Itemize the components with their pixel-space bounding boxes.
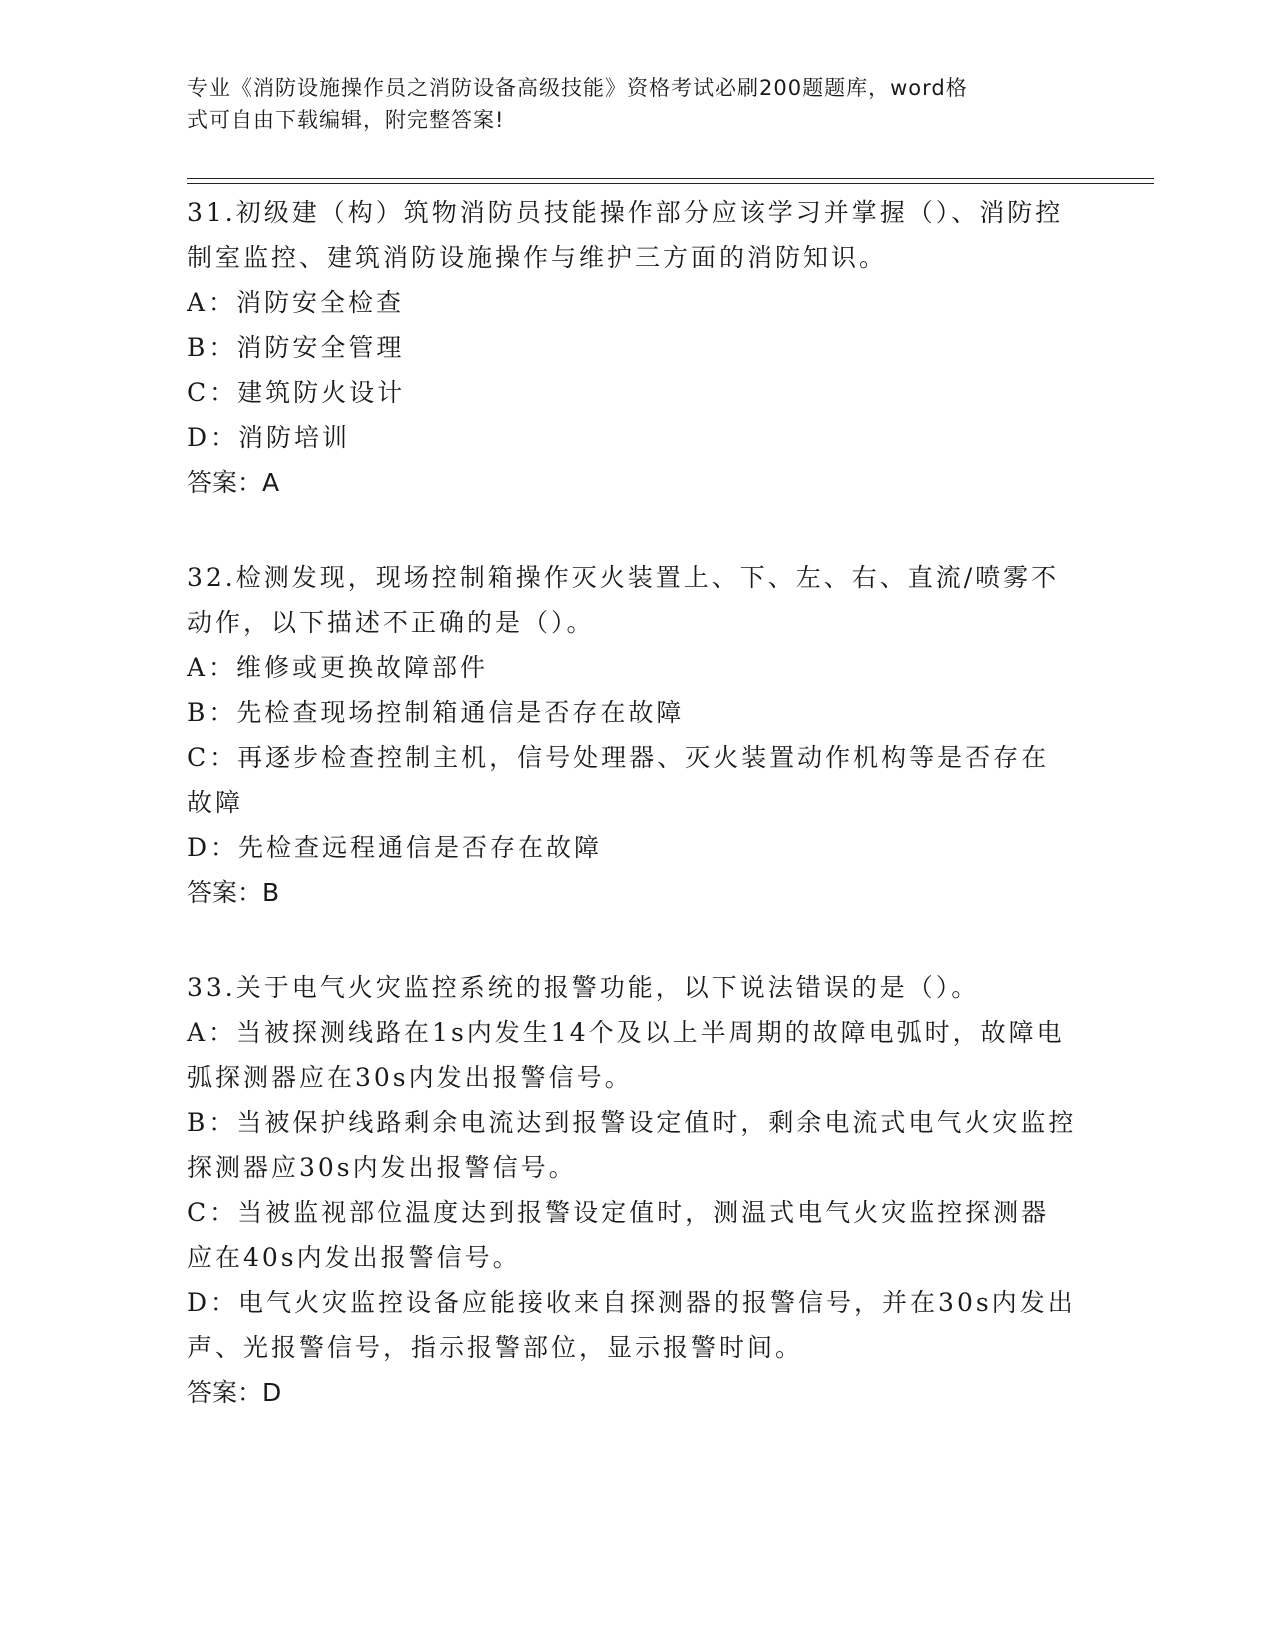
option-d: D：消防培训 xyxy=(187,423,351,452)
option-c: C：当被监视部位温度达到报警设定值时，测温式电气火灾监控探测器应在40s内发出报警信号。 xyxy=(187,1198,1050,1272)
option-c: C：再逐步检查控制主机，信号处理器、灭火装置动作机构等是否存在故障 xyxy=(187,743,1050,817)
question-31 xyxy=(187,190,1077,505)
option-d: D：电气火灾监控设备应能接收来自探测器的报警信号，并在30s内发出声、光报警信号，指示报警部位，显示报警时间。 xyxy=(187,1288,1076,1362)
question-33 xyxy=(187,965,1077,1415)
header-divider-top xyxy=(187,178,1154,179)
answer-line: 答案：A xyxy=(187,468,280,497)
question-list xyxy=(187,190,1077,1465)
option-a: A：维修或更换故障部件 xyxy=(187,653,489,682)
option-c: C：建筑防火设计 xyxy=(187,378,406,407)
option-b: B：当被保护线路剩余电流达到报警设定值时，剩余电流式电气火灾监控探测器应30s内发出报警信号。 xyxy=(187,1108,1077,1182)
question-stem: 31.初级建（构）筑物消防员技能操作部分应该学习并掌握（）、消防控制室监控、建筑消防设施操作与维护三方面的消防知识。 xyxy=(187,198,1064,272)
option-a: A：当被探测线路在1s内发生14个及以上半周期的故障电弧时，故障电弧探测器应在30s内发出报警信号。 xyxy=(187,1018,1065,1092)
answer-line: 答案：B xyxy=(187,878,280,907)
header-line-1: 专业《消防设施操作员之消防设备高级技能》资格考试必刷200题题库，word格 xyxy=(187,76,968,100)
document-header xyxy=(187,72,1067,136)
answer-line: 答案：D xyxy=(187,1378,282,1407)
header-divider-bottom xyxy=(187,183,1154,184)
question-stem: 33.关于电气火灾监控系统的报警功能，以下说法错误的是（）。 xyxy=(187,973,980,1002)
option-a: A：消防安全检查 xyxy=(187,288,405,317)
header-line-2: 式可自由下载编辑，附完整答案! xyxy=(187,108,505,132)
option-b: B：先检查现场控制箱通信是否存在故障 xyxy=(187,698,685,727)
option-d: D：先检查远程通信是否存在故障 xyxy=(187,833,603,862)
question-32 xyxy=(187,555,1077,915)
option-b: B：消防安全管理 xyxy=(187,333,405,362)
question-stem: 32.检测发现，现场控制箱操作灭火装置上、下、左、右、直流/喷雾不动作，以下描述不正确的是（）。 xyxy=(187,563,1060,637)
